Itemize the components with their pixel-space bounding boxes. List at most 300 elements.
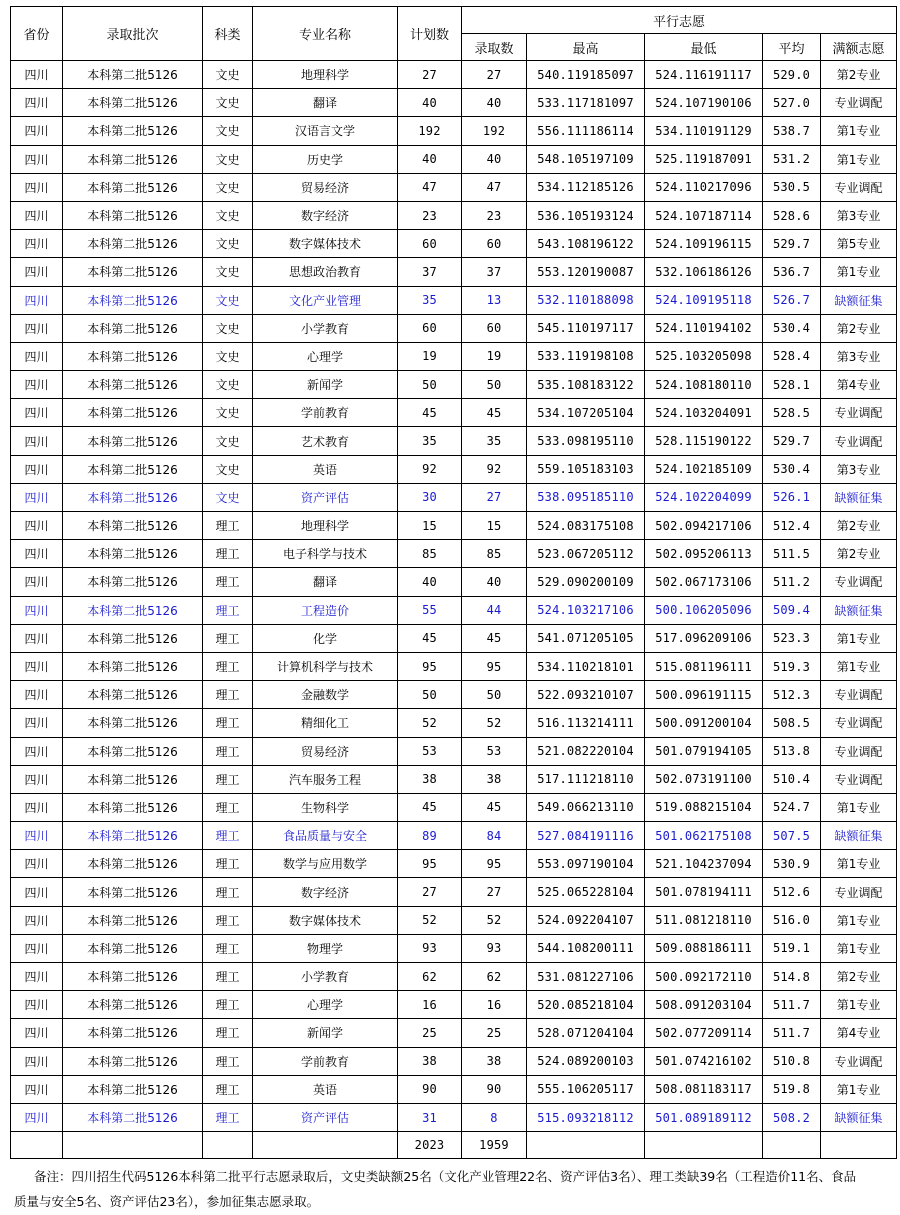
cell-batch: 本科第二批5126 — [63, 568, 203, 596]
cell-major: 工程造价 — [253, 596, 398, 624]
cell-category: 文史 — [203, 201, 253, 229]
cell-avg: 530.4 — [763, 314, 821, 342]
cell-max: 540.119185097 — [527, 61, 645, 89]
cell-batch: 本科第二批5126 — [63, 652, 203, 680]
table-row — [11, 89, 897, 117]
header-province: 省份 — [11, 7, 63, 61]
cell-batch: 本科第二批5126 — [63, 991, 203, 1019]
table-row — [11, 201, 897, 229]
cell-full: 第4专业 — [821, 1019, 897, 1047]
table-row — [11, 427, 897, 455]
table-row — [11, 230, 897, 258]
cell-avg: 526.7 — [763, 286, 821, 314]
cell-province: 四川 — [11, 1103, 63, 1131]
cell-major: 金融数学 — [253, 681, 398, 709]
cell-batch: 本科第二批5126 — [63, 342, 203, 370]
cell-major: 数字经济 — [253, 878, 398, 906]
cell-full: 专业调配 — [821, 568, 897, 596]
cell-admitted: 93 — [462, 934, 527, 962]
cell-province: 四川 — [11, 624, 63, 652]
cell-min: 525.103205098 — [645, 342, 763, 370]
cell-admitted: 50 — [462, 681, 527, 709]
total-cell-empty — [645, 1132, 763, 1159]
cell-full: 专业调配 — [821, 89, 897, 117]
cell-avg: 509.4 — [763, 596, 821, 624]
total-plan: 2023 — [398, 1132, 462, 1159]
cell-admitted: 60 — [462, 230, 527, 258]
cell-max: 543.108196122 — [527, 230, 645, 258]
cell-major: 食品质量与安全 — [253, 822, 398, 850]
cell-category: 文史 — [203, 258, 253, 286]
cell-avg: 538.7 — [763, 117, 821, 145]
cell-min: 528.115190122 — [645, 427, 763, 455]
table-row — [11, 991, 897, 1019]
cell-full: 第1专业 — [821, 793, 897, 821]
cell-min: 521.104237094 — [645, 850, 763, 878]
table-row — [11, 286, 897, 314]
cell-plan: 50 — [398, 371, 462, 399]
cell-plan: 92 — [398, 455, 462, 483]
cell-batch: 本科第二批5126 — [63, 709, 203, 737]
cell-batch: 本科第二批5126 — [63, 117, 203, 145]
cell-full: 专业调配 — [821, 765, 897, 793]
cell-avg: 530.9 — [763, 850, 821, 878]
cell-batch: 本科第二批5126 — [63, 455, 203, 483]
cell-max: 520.085218104 — [527, 991, 645, 1019]
cell-province: 四川 — [11, 314, 63, 342]
cell-avg: 511.5 — [763, 540, 821, 568]
cell-admitted: 40 — [462, 568, 527, 596]
cell-avg: 528.1 — [763, 371, 821, 399]
cell-avg: 519.1 — [763, 934, 821, 962]
cell-admitted: 13 — [462, 286, 527, 314]
cell-batch: 本科第二批5126 — [63, 1019, 203, 1047]
cell-category: 理工 — [203, 709, 253, 737]
cell-major: 心理学 — [253, 991, 398, 1019]
cell-max: 544.108200111 — [527, 934, 645, 962]
cell-avg: 529.0 — [763, 61, 821, 89]
cell-batch: 本科第二批5126 — [63, 1047, 203, 1075]
cell-min: 524.107187114 — [645, 201, 763, 229]
cell-avg: 512.6 — [763, 878, 821, 906]
cell-province: 四川 — [11, 963, 63, 991]
header-major: 专业名称 — [253, 7, 398, 61]
cell-min: 500.096191115 — [645, 681, 763, 709]
table-row — [11, 258, 897, 286]
cell-min: 500.106205096 — [645, 596, 763, 624]
cell-batch: 本科第二批5126 — [63, 596, 203, 624]
cell-province: 四川 — [11, 230, 63, 258]
cell-category: 文史 — [203, 286, 253, 314]
table-row — [11, 878, 897, 906]
cell-min: 501.074216102 — [645, 1047, 763, 1075]
cell-plan: 27 — [398, 878, 462, 906]
cell-major: 资产评估 — [253, 483, 398, 511]
cell-max: 533.117181097 — [527, 89, 645, 117]
cell-major: 学前教育 — [253, 399, 398, 427]
cell-avg: 530.5 — [763, 173, 821, 201]
admission-table — [10, 6, 897, 1159]
cell-min: 524.102204099 — [645, 483, 763, 511]
table-row — [11, 681, 897, 709]
cell-province: 四川 — [11, 709, 63, 737]
cell-category: 理工 — [203, 596, 253, 624]
cell-province: 四川 — [11, 483, 63, 511]
cell-major: 小学教育 — [253, 963, 398, 991]
cell-major: 化学 — [253, 624, 398, 652]
cell-admitted: 27 — [462, 483, 527, 511]
cell-category: 理工 — [203, 568, 253, 596]
cell-admitted: 40 — [462, 89, 527, 117]
cell-full: 专业调配 — [821, 709, 897, 737]
cell-category: 文史 — [203, 455, 253, 483]
cell-plan: 55 — [398, 596, 462, 624]
cell-category: 理工 — [203, 1047, 253, 1075]
cell-batch: 本科第二批5126 — [63, 201, 203, 229]
cell-admitted: 35 — [462, 427, 527, 455]
cell-batch: 本科第二批5126 — [63, 850, 203, 878]
cell-min: 500.091200104 — [645, 709, 763, 737]
cell-plan: 93 — [398, 934, 462, 962]
cell-category: 文史 — [203, 230, 253, 258]
cell-min: 501.078194111 — [645, 878, 763, 906]
table-row — [11, 709, 897, 737]
cell-min: 508.081183117 — [645, 1075, 763, 1103]
cell-category: 理工 — [203, 963, 253, 991]
cell-major: 数学与应用数学 — [253, 850, 398, 878]
cell-major: 数字媒体技术 — [253, 906, 398, 934]
table-row — [11, 737, 897, 765]
cell-full: 第5专业 — [821, 230, 897, 258]
cell-avg: 527.0 — [763, 89, 821, 117]
cell-batch: 本科第二批5126 — [63, 512, 203, 540]
header-max: 最高 — [527, 34, 645, 61]
cell-category: 文史 — [203, 314, 253, 342]
table-row — [11, 512, 897, 540]
cell-province: 四川 — [11, 455, 63, 483]
cell-major: 生物科学 — [253, 793, 398, 821]
cell-min: 519.088215104 — [645, 793, 763, 821]
cell-plan: 40 — [398, 89, 462, 117]
cell-plan: 60 — [398, 314, 462, 342]
cell-plan: 192 — [398, 117, 462, 145]
cell-plan: 85 — [398, 540, 462, 568]
cell-admitted: 85 — [462, 540, 527, 568]
cell-province: 四川 — [11, 286, 63, 314]
cell-province: 四川 — [11, 1019, 63, 1047]
cell-major: 数字经济 — [253, 201, 398, 229]
cell-major: 历史学 — [253, 145, 398, 173]
cell-avg: 519.3 — [763, 652, 821, 680]
footnote-line-2: 质量与安全5名、资产评估23名），参加征集志愿录取。 — [14, 1194, 320, 1209]
cell-category: 文史 — [203, 173, 253, 201]
cell-batch: 本科第二批5126 — [63, 427, 203, 455]
cell-plan: 35 — [398, 427, 462, 455]
cell-batch: 本科第二批5126 — [63, 314, 203, 342]
cell-major: 英语 — [253, 455, 398, 483]
cell-max: 555.106205117 — [527, 1075, 645, 1103]
cell-category: 文史 — [203, 145, 253, 173]
cell-plan: 95 — [398, 652, 462, 680]
cell-min: 524.107190106 — [645, 89, 763, 117]
cell-batch: 本科第二批5126 — [63, 681, 203, 709]
header-avg: 平均 — [763, 34, 821, 61]
cell-avg: 508.2 — [763, 1103, 821, 1131]
cell-category: 理工 — [203, 991, 253, 1019]
cell-admitted: 19 — [462, 342, 527, 370]
cell-major: 计算机科学与技术 — [253, 652, 398, 680]
cell-min: 511.081218110 — [645, 906, 763, 934]
cell-full: 专业调配 — [821, 1047, 897, 1075]
cell-avg: 511.2 — [763, 568, 821, 596]
cell-max: 524.092204107 — [527, 906, 645, 934]
cell-major: 翻译 — [253, 568, 398, 596]
cell-max: 517.111218110 — [527, 765, 645, 793]
cell-admitted: 90 — [462, 1075, 527, 1103]
cell-province: 四川 — [11, 399, 63, 427]
cell-full: 第1专业 — [821, 145, 897, 173]
cell-plan: 38 — [398, 765, 462, 793]
cell-avg: 529.7 — [763, 230, 821, 258]
cell-admitted: 45 — [462, 399, 527, 427]
cell-full: 第1专业 — [821, 652, 897, 680]
cell-max: 521.082220104 — [527, 737, 645, 765]
table-row — [11, 1019, 897, 1047]
cell-category: 文史 — [203, 61, 253, 89]
footnote-line-1: 备注：四川招生代码5126本科第二批平行志愿录取后，文史类缺额25名（文化产业管理22名、资产评估3名）、理工类缺39名（工程造价11名、食品 — [34, 1169, 857, 1184]
cell-avg: 528.4 — [763, 342, 821, 370]
cell-admitted: 62 — [462, 963, 527, 991]
cell-admitted: 40 — [462, 145, 527, 173]
cell-avg: 524.7 — [763, 793, 821, 821]
cell-avg: 536.7 — [763, 258, 821, 286]
cell-avg: 508.5 — [763, 709, 821, 737]
cell-category: 理工 — [203, 1019, 253, 1047]
cell-category: 理工 — [203, 934, 253, 962]
header-category: 科类 — [203, 7, 253, 61]
cell-admitted: 92 — [462, 455, 527, 483]
cell-min: 501.079194105 — [645, 737, 763, 765]
cell-plan: 15 — [398, 512, 462, 540]
cell-province: 四川 — [11, 61, 63, 89]
cell-full: 第2专业 — [821, 963, 897, 991]
cell-avg: 516.0 — [763, 906, 821, 934]
table-row — [11, 1103, 897, 1131]
cell-max: 538.095185110 — [527, 483, 645, 511]
table-row — [11, 173, 897, 201]
cell-admitted: 44 — [462, 596, 527, 624]
cell-admitted: 84 — [462, 822, 527, 850]
cell-max: 556.111186114 — [527, 117, 645, 145]
cell-province: 四川 — [11, 258, 63, 286]
cell-full: 第3专业 — [821, 342, 897, 370]
cell-province: 四川 — [11, 342, 63, 370]
table-row — [11, 342, 897, 370]
cell-major: 翻译 — [253, 89, 398, 117]
cell-batch: 本科第二批5126 — [63, 89, 203, 117]
cell-major: 资产评估 — [253, 1103, 398, 1131]
table-row — [11, 483, 897, 511]
cell-max: 533.098195110 — [527, 427, 645, 455]
cell-admitted: 47 — [462, 173, 527, 201]
cell-major: 数字媒体技术 — [253, 230, 398, 258]
cell-batch: 本科第二批5126 — [63, 624, 203, 652]
cell-category: 理工 — [203, 624, 253, 652]
cell-min: 524.109195118 — [645, 286, 763, 314]
cell-plan: 27 — [398, 61, 462, 89]
cell-batch: 本科第二批5126 — [63, 483, 203, 511]
cell-plan: 47 — [398, 173, 462, 201]
cell-admitted: 27 — [462, 878, 527, 906]
cell-batch: 本科第二批5126 — [63, 540, 203, 568]
cell-full: 第1专业 — [821, 117, 897, 145]
cell-avg: 513.8 — [763, 737, 821, 765]
table-row — [11, 624, 897, 652]
cell-admitted: 192 — [462, 117, 527, 145]
cell-full: 缺额征集 — [821, 483, 897, 511]
cell-province: 四川 — [11, 1075, 63, 1103]
cell-category: 文史 — [203, 117, 253, 145]
cell-major: 贸易经济 — [253, 173, 398, 201]
cell-batch: 本科第二批5126 — [63, 793, 203, 821]
cell-full: 专业调配 — [821, 878, 897, 906]
cell-category: 理工 — [203, 906, 253, 934]
cell-major: 新闻学 — [253, 371, 398, 399]
cell-batch: 本科第二批5126 — [63, 286, 203, 314]
cell-max: 524.103217106 — [527, 596, 645, 624]
cell-province: 四川 — [11, 991, 63, 1019]
cell-province: 四川 — [11, 878, 63, 906]
cell-category: 文史 — [203, 399, 253, 427]
table-row — [11, 568, 897, 596]
cell-admitted: 52 — [462, 906, 527, 934]
cell-major: 汽车服务工程 — [253, 765, 398, 793]
cell-plan: 30 — [398, 483, 462, 511]
header-full: 满额志愿 — [821, 34, 897, 61]
cell-min: 524.109196115 — [645, 230, 763, 258]
cell-admitted: 45 — [462, 793, 527, 821]
cell-admitted: 15 — [462, 512, 527, 540]
cell-max: 549.066213110 — [527, 793, 645, 821]
cell-plan: 40 — [398, 568, 462, 596]
cell-max: 524.089200103 — [527, 1047, 645, 1075]
cell-plan: 50 — [398, 681, 462, 709]
cell-plan: 45 — [398, 793, 462, 821]
cell-province: 四川 — [11, 89, 63, 117]
cell-major: 地理科学 — [253, 512, 398, 540]
cell-full: 第3专业 — [821, 201, 897, 229]
cell-full: 第2专业 — [821, 540, 897, 568]
cell-max: 541.071205105 — [527, 624, 645, 652]
table-row — [11, 117, 897, 145]
cell-plan: 31 — [398, 1103, 462, 1131]
table-row — [11, 371, 897, 399]
cell-min: 508.091203104 — [645, 991, 763, 1019]
cell-avg: 529.7 — [763, 427, 821, 455]
cell-avg: 510.4 — [763, 765, 821, 793]
cell-province: 四川 — [11, 201, 63, 229]
cell-min: 524.108180110 — [645, 371, 763, 399]
cell-province: 四川 — [11, 906, 63, 934]
cell-category: 理工 — [203, 737, 253, 765]
cell-max: 529.090200109 — [527, 568, 645, 596]
cell-category: 理工 — [203, 681, 253, 709]
cell-max: 535.108183122 — [527, 371, 645, 399]
cell-admitted: 45 — [462, 624, 527, 652]
cell-max: 515.093218112 — [527, 1103, 645, 1131]
cell-major: 小学教育 — [253, 314, 398, 342]
table-row — [11, 963, 897, 991]
cell-plan: 52 — [398, 709, 462, 737]
cell-province: 四川 — [11, 427, 63, 455]
total-cell-empty — [763, 1132, 821, 1159]
cell-max: 533.119198108 — [527, 342, 645, 370]
cell-admitted: 95 — [462, 850, 527, 878]
cell-avg: 523.3 — [763, 624, 821, 652]
cell-batch: 本科第二批5126 — [63, 1103, 203, 1131]
cell-major: 艺术教育 — [253, 427, 398, 455]
cell-province: 四川 — [11, 681, 63, 709]
cell-major: 英语 — [253, 1075, 398, 1103]
cell-plan: 16 — [398, 991, 462, 1019]
cell-avg: 528.6 — [763, 201, 821, 229]
cell-category: 理工 — [203, 765, 253, 793]
cell-batch: 本科第二批5126 — [63, 737, 203, 765]
total-cell-empty — [63, 1132, 203, 1159]
cell-min: 502.095206113 — [645, 540, 763, 568]
cell-plan: 38 — [398, 1047, 462, 1075]
header-admitted: 录取数 — [462, 34, 527, 61]
cell-province: 四川 — [11, 934, 63, 962]
table-row — [11, 793, 897, 821]
cell-province: 四川 — [11, 596, 63, 624]
cell-min: 502.073191100 — [645, 765, 763, 793]
cell-category: 理工 — [203, 793, 253, 821]
cell-batch: 本科第二批5126 — [63, 934, 203, 962]
total-cell-empty — [821, 1132, 897, 1159]
cell-max: 534.110218101 — [527, 652, 645, 680]
cell-plan: 89 — [398, 822, 462, 850]
cell-category: 文史 — [203, 371, 253, 399]
cell-batch: 本科第二批5126 — [63, 1075, 203, 1103]
cell-category: 文史 — [203, 89, 253, 117]
cell-major: 思想政治教育 — [253, 258, 398, 286]
cell-province: 四川 — [11, 652, 63, 680]
cell-full: 第1专业 — [821, 991, 897, 1019]
cell-max: 553.097190104 — [527, 850, 645, 878]
cell-min: 502.094217106 — [645, 512, 763, 540]
cell-max: 516.113214111 — [527, 709, 645, 737]
cell-plan: 37 — [398, 258, 462, 286]
cell-avg: 528.5 — [763, 399, 821, 427]
cell-full: 专业调配 — [821, 173, 897, 201]
cell-province: 四川 — [11, 568, 63, 596]
table-row — [11, 1075, 897, 1103]
table-row — [11, 399, 897, 427]
cell-plan: 25 — [398, 1019, 462, 1047]
cell-category: 文史 — [203, 342, 253, 370]
cell-admitted: 53 — [462, 737, 527, 765]
cell-category: 理工 — [203, 1103, 253, 1131]
table-row — [11, 822, 897, 850]
cell-full: 第1专业 — [821, 1075, 897, 1103]
cell-province: 四川 — [11, 822, 63, 850]
cell-min: 501.062175108 — [645, 822, 763, 850]
cell-admitted: 25 — [462, 1019, 527, 1047]
header-min: 最低 — [645, 34, 763, 61]
cell-major: 新闻学 — [253, 1019, 398, 1047]
header-plan: 计划数 — [398, 7, 462, 61]
